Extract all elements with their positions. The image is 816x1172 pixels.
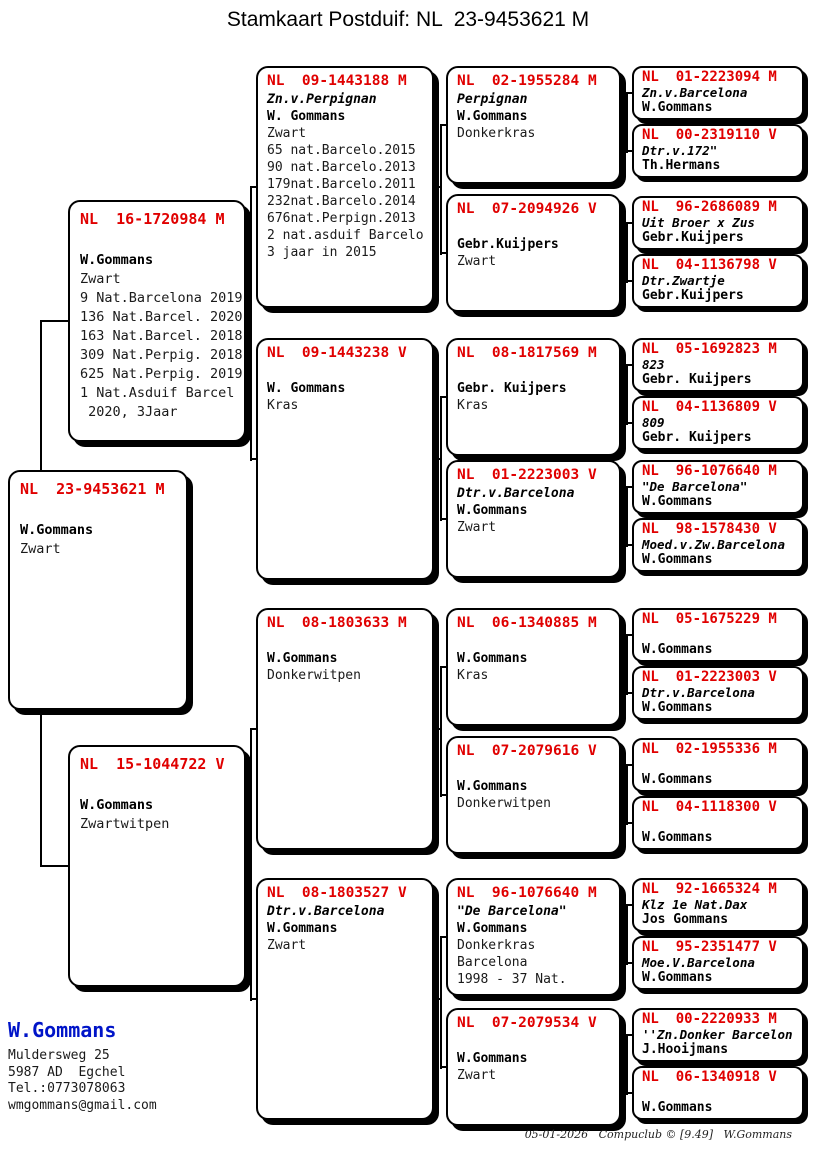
pedigree-connector-line (40, 320, 68, 322)
ring-number: NL 23-9453621 M (20, 480, 165, 498)
pedigree-connector-line (621, 936, 626, 938)
strain-subtitle (642, 627, 794, 642)
detail-line: Zwartwitpen (80, 816, 170, 832)
ring-number: NL 07-2094926 V (457, 201, 597, 217)
pedigree-box-g4-7 (632, 460, 804, 514)
strain-subtitle: Dtr.Zwartje (642, 273, 725, 288)
detail-line: Donkerkras (457, 938, 536, 953)
pedigree-connector-line (250, 187, 252, 461)
detail-line: 2020, 3Jaar (80, 404, 178, 420)
pedigree-box-g4-8 (632, 518, 804, 572)
ring-number: NL 08-1803527 V (267, 885, 407, 901)
address-line: Muldersweg 25 (8, 1048, 110, 1063)
detail-line: 232nat.Barcelo.2014 (267, 194, 416, 209)
detail-line: 1 Nat.Asduif Barcel (80, 385, 235, 401)
ring-number: NL 01-2223094 M (642, 69, 777, 85)
pedigree-connector-line (440, 125, 442, 255)
owner-name: W.Gommans (267, 921, 338, 936)
ring-number: NL 05-1675229 M (642, 611, 777, 627)
strain-subtitle: Moed.v.Zw.Barcelona (642, 537, 785, 552)
strain-subtitle (457, 633, 610, 650)
strain-subtitle (80, 777, 234, 796)
strain-subtitle: Zn.v.Perpignan (267, 92, 377, 107)
strain-subtitle: Klz 1e Nat.Dax (642, 897, 748, 912)
pedigree-connector-line (621, 252, 626, 254)
owner-name: W. Gommans (267, 109, 346, 124)
detail-line: Kras (457, 398, 489, 413)
address-line: Tel.:0773078063 (8, 1081, 126, 1096)
pedigree-box-g3-6 (446, 736, 621, 854)
pedigree-connector-line (626, 905, 628, 965)
print-footer: 05-01-2026 Compuclub © [9.49] W.Gommans (524, 1128, 792, 1141)
ring-number: NL 07-2079616 V (457, 743, 597, 759)
pedigree-connector-line (626, 365, 628, 425)
pedigree-box-g4-4 (632, 254, 804, 308)
owner-name: Gebr.Kuijpers (457, 237, 559, 252)
pedigree-box-g2-2 (256, 338, 434, 580)
details (80, 815, 234, 834)
pedigree-box-g4-16 (632, 1066, 804, 1120)
strain-subtitle (457, 219, 610, 236)
detail-line: 163 Nat.Barcel. 2018 (80, 328, 243, 344)
ring-number: NL 96-2686089 M (642, 199, 777, 215)
pedigree-connector-line (626, 93, 628, 153)
pedigree-connector-line (40, 710, 42, 866)
details (457, 397, 610, 414)
ring-number: NL 02-1955284 M (457, 73, 597, 89)
strain-subtitle (457, 363, 610, 380)
detail-line: Kras (457, 668, 489, 683)
detail-line: 625 Nat.Perpig. 2019 (80, 366, 243, 382)
owner-name: Gebr.Kuijpers (642, 230, 744, 245)
pedigree-connector-line (440, 397, 442, 521)
detail-line: 1998 - 37 Nat. (457, 972, 567, 987)
owner-name: W.Gommans (642, 100, 713, 115)
pedigree-box-g3-3 (446, 338, 621, 456)
detail-line: 136 Nat.Barcel. 2020 (80, 309, 243, 325)
owner-name: Jos Gommans (642, 912, 729, 927)
pedigree-connector-line (626, 765, 628, 825)
pedigree-box-g4-10 (632, 666, 804, 720)
ring-number: NL 04-1118300 V (642, 799, 777, 815)
owner-name: W.Gommans (642, 830, 713, 845)
ring-number: NL 95-2351477 V (642, 939, 777, 955)
strain-subtitle (267, 363, 423, 380)
strain-subtitle (457, 761, 610, 778)
owner-name: Th.Hermans (642, 158, 721, 173)
details (457, 1067, 610, 1084)
owner-name: W.Gommans (457, 503, 528, 518)
owner-name: Gebr.Kuijpers (642, 288, 744, 303)
strain-subtitle: Dtr.v.172" (642, 143, 718, 158)
detail-line: Zwart (20, 541, 61, 557)
strain-subtitle: ''Zn.Donker Barcelon (642, 1027, 793, 1042)
strain-subtitle: Dtr.v.Barcelona (267, 904, 385, 919)
owner-name: W.Gommans (642, 1100, 713, 1115)
detail-line: 676nat.Perpign.2013 (267, 211, 416, 226)
ring-number: NL 96-1076640 M (457, 885, 597, 901)
strain-subtitle: Uit Broer x Zus (642, 215, 755, 230)
pedigree-box-g4-5 (632, 338, 804, 392)
ring-number: NL 98-1578430 V (642, 521, 777, 537)
pedigree-connector-line (40, 865, 68, 867)
details (267, 937, 423, 954)
pedigree-connector-line (621, 124, 626, 126)
pedigree-box-g4-15 (632, 1008, 804, 1062)
ring-number: NL 00-2319110 V (642, 127, 777, 143)
strain-subtitle: Dtr.v.Barcelona (457, 486, 575, 501)
owner-name: W.Gommans (80, 252, 154, 268)
pedigree-box-g4-13 (632, 878, 804, 932)
ring-number: NL 08-1817569 M (457, 345, 597, 361)
strain-subtitle (457, 1033, 610, 1050)
pedigree-connector-line (440, 667, 442, 797)
pedigree-box-g4-9 (632, 608, 804, 662)
ring-number: NL 09-1443188 M (267, 73, 407, 89)
ring-number: NL 02-1955336 M (642, 741, 777, 757)
ring-number: NL 15-1044722 V (80, 755, 225, 773)
owner-name: W.Gommans (642, 494, 713, 509)
owner-name: W.Gommans (642, 552, 713, 567)
owner-name: W.Gommans (642, 642, 713, 657)
pedigree-connector-line (434, 998, 440, 1000)
pedigree-connector-line (621, 518, 626, 520)
details (457, 519, 610, 536)
pedigree-connector-line (626, 487, 628, 547)
pedigree-box-g3-1 (446, 66, 621, 184)
pedigree-connector-line (434, 728, 440, 730)
detail-line: Donkerwitpen (267, 668, 361, 683)
strain-subtitle: "De Barcelona" (642, 479, 748, 494)
pedigree-box-g3-5 (446, 608, 621, 726)
loft-owner-address (8, 1048, 157, 1114)
ring-number: NL 09-1443238 V (267, 345, 407, 361)
ring-number: NL 01-2223003 V (457, 467, 597, 483)
owner-name: Gebr. Kuijpers (642, 430, 752, 445)
address-line: wmgommans@gmail.com (8, 1097, 157, 1113)
owner-name: W.Gommans (457, 921, 528, 936)
owner-name: W. Gommans (267, 381, 346, 396)
pedigree-box-g2-3 (256, 608, 434, 850)
pedigree-connector-line (621, 396, 626, 398)
ring-number: NL 16-1720984 M (80, 210, 225, 228)
details (267, 397, 423, 414)
ring-number: NL 06-1340885 M (457, 615, 597, 631)
details (457, 667, 610, 684)
detail-line: 3 jaar in 2015 (267, 245, 377, 260)
pedigree-connector-line (250, 729, 252, 1001)
pedigree-connector-line (626, 635, 628, 695)
pedigree-connector-line (246, 865, 250, 867)
details (267, 667, 423, 684)
details (457, 253, 610, 270)
ring-number: NL 00-2220933 M (642, 1011, 777, 1027)
owner-name: W.Gommans (20, 522, 94, 538)
owner-name: W.Gommans (457, 1051, 528, 1066)
detail-line: Donkerkras (457, 126, 536, 141)
strain-subtitle: "De Barcelona" (457, 904, 567, 919)
ring-number: NL 05-1692823 M (642, 341, 777, 357)
detail-line: 9 Nat.Barcelona 2019 (80, 290, 243, 306)
detail-line: 65 nat.Barcelo.2015 (267, 143, 416, 158)
owner-name: W.Gommans (80, 797, 154, 813)
details (457, 795, 610, 812)
detail-line: Donkerwitpen (457, 796, 551, 811)
ring-number: NL 08-1803633 M (267, 615, 407, 631)
ring-number: NL 04-1136809 V (642, 399, 777, 415)
owner-name: Gebr. Kuijpers (642, 372, 752, 387)
owner-name: Gebr. Kuijpers (457, 381, 567, 396)
pedigree-box-dam (68, 745, 246, 987)
owner-name: W.Gommans (457, 779, 528, 794)
pedigree-box-g2-4 (256, 878, 434, 1120)
loft-owner-name: W.Gommans (8, 1018, 117, 1042)
details (20, 540, 176, 559)
strain-subtitle (642, 815, 794, 830)
details (457, 125, 610, 142)
pedigree-box-g3-7 (446, 878, 621, 996)
strain-subtitle: Perpignan (457, 92, 528, 107)
ring-number: NL 06-1340918 V (642, 1069, 777, 1085)
pedigree-connector-line (621, 666, 626, 668)
strain-subtitle: 823 (642, 357, 665, 372)
pedigree-connector-line (626, 1035, 628, 1095)
pedigree-box-g4-12 (632, 796, 804, 850)
pedigree-box-g4-3 (632, 196, 804, 250)
detail-line: Zwart (457, 254, 497, 269)
owner-name: W.Gommans (457, 109, 528, 124)
ring-number: NL 01-2223003 V (642, 669, 777, 685)
detail-line: 309 Nat.Perpig. 2018 (80, 347, 243, 363)
pedigree-box-g4-14 (632, 936, 804, 990)
detail-line: Zwart (457, 1068, 497, 1083)
details (457, 937, 610, 988)
detail-line: Kras (267, 398, 299, 413)
strain-subtitle: Moe.V.Barcelona (642, 955, 755, 970)
detail-line: 179nat.Barcelo.2011 (267, 177, 416, 192)
pedigree-connector-line (40, 321, 42, 470)
pedigree-connector-line (434, 458, 440, 460)
detail-line: Barcelona (457, 955, 528, 970)
owner-name: W.Gommans (642, 772, 713, 787)
owner-name: J.Hooijmans (642, 1042, 729, 1057)
ring-number: NL 04-1136798 V (642, 257, 777, 273)
strain-subtitle: Dtr.v.Barcelona (642, 685, 755, 700)
pedigree-box-g2-1 (256, 66, 434, 308)
pedigree-connector-line (440, 937, 442, 1069)
detail-line: Zwart (267, 938, 307, 953)
address-line: 5987 AD Egchel (8, 1064, 126, 1080)
detail-line: Zwart (80, 271, 121, 287)
pedigree-connector-line (621, 1066, 626, 1068)
detail-line: Zwart (457, 520, 497, 535)
pedigree-box-g4-11 (632, 738, 804, 792)
owner-name: W.Gommans (642, 970, 713, 985)
pedigree-box-subject (8, 470, 188, 710)
detail-line: 90 nat.Barcelo.2013 (267, 160, 416, 175)
loft-owner-block (8, 1018, 157, 1114)
pedigree-box-g4-2 (632, 124, 804, 178)
pedigree-box-sire (68, 200, 246, 442)
details (267, 125, 423, 261)
pedigree-connector-line (621, 794, 626, 796)
pedigree-box-g4-6 (632, 396, 804, 450)
pedigree-connector-line (626, 223, 628, 283)
owner-name: W.Gommans (457, 651, 528, 666)
strain-subtitle (642, 757, 794, 772)
pedigree-connector-line (434, 186, 440, 188)
ring-number: NL 96-1076640 M (642, 463, 777, 479)
strain-subtitle: Zn.v.Barcelona (642, 85, 748, 100)
strain-subtitle (80, 232, 234, 251)
owner-name: W.Gommans (267, 651, 338, 666)
strain-subtitle (20, 502, 176, 521)
pedigree-box-g3-4 (446, 460, 621, 578)
ring-number: NL 07-2079534 V (457, 1015, 597, 1031)
detail-line: Zwart (267, 126, 307, 141)
details (80, 270, 243, 422)
detail-line: 2 nat.asduif Barcelo (267, 228, 424, 243)
page-title: Stamkaart Postduif: NL 23-9453621 M (226, 8, 590, 31)
owner-name: W.Gommans (642, 700, 713, 715)
pedigree-box-g4-1 (632, 66, 804, 120)
pedigree-box-g3-2 (446, 194, 621, 312)
ring-number: NL 92-1665324 M (642, 881, 777, 897)
strain-subtitle (267, 633, 423, 650)
pedigree-connector-line (246, 320, 250, 322)
strain-subtitle: 809 (642, 415, 665, 430)
strain-subtitle (642, 1085, 794, 1100)
pedigree-box-g3-8 (446, 1008, 621, 1126)
